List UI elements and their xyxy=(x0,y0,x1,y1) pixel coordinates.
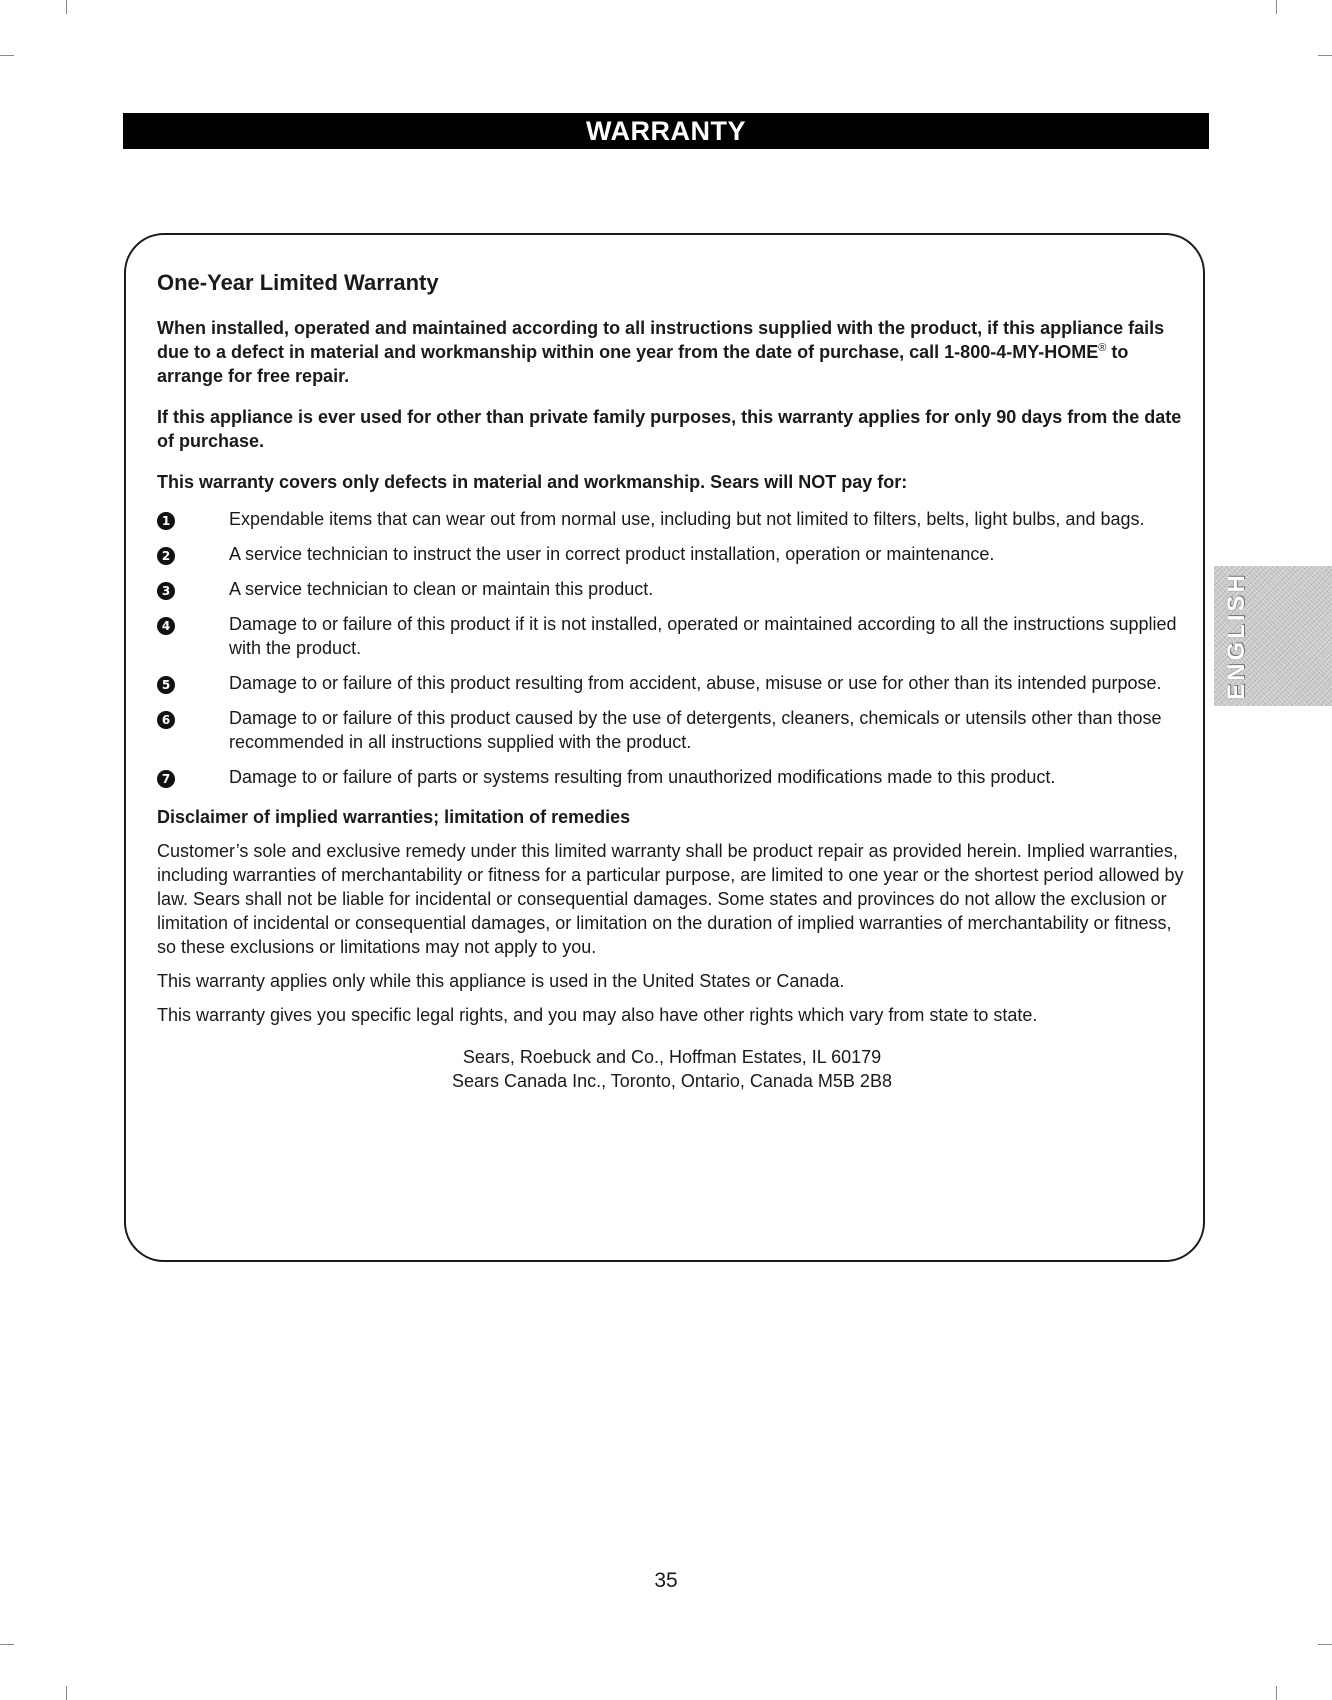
crop-mark-left-bottom xyxy=(0,1644,14,1645)
intro-text-end: to arrange for free repair. xyxy=(157,342,1129,386)
disclaimer-text: Customer’s sole and exclusive remedy under this limited warranty shall be product repair as provided herein. Implied warranties, including warranties of merchantability or fitness for a particular purpose, are limited to one year or the shortest period allowed by law. Sears shall not be liable for incidental or consequential damages. Some states and provinces do not allow the exclusion or limitation of incidental or consequential damages, or limitation on the duration of implied warranties of merchantability or fitness, so these exclusions or limitations may not apply to you. xyxy=(157,841,1184,957)
exclusion-text: Damage to or failure of this product resulting from accident, abuse, misuse or use for other than its intended purpose. xyxy=(229,673,1162,693)
crop-mark-bottom-right xyxy=(1276,1686,1277,1700)
exclusion-item xyxy=(157,507,1187,531)
exclusion-item xyxy=(157,765,1187,789)
crop-mark-right-top xyxy=(1318,55,1332,56)
crop-mark-right-bottom xyxy=(1318,1644,1332,1645)
exclusion-text: Expendable items that can wear out from normal use, including but not limited to filters, belts, light bulbs, and bags. xyxy=(229,509,1145,529)
exclusion-item xyxy=(157,706,1187,754)
number-6-icon: 6 xyxy=(157,711,175,729)
exclusion-text: Damage to or failure of parts or systems resulting from unauthorized modifications made to this product. xyxy=(229,767,1056,787)
warranty-content xyxy=(157,270,1187,1093)
legal-rights-text: This warranty gives you specific legal rights, and you may also have other rights which vary from state to state. xyxy=(157,1005,1038,1025)
crop-mark-left-top xyxy=(0,55,14,56)
exclusion-text: Damage to or failure of this product if it is not installed, operated or maintained according to all the instructions supplied with the product. xyxy=(229,614,1177,658)
address-line-us: Sears, Roebuck and Co., Hoffman Estates, IL 60179 xyxy=(462,1047,882,1067)
exclusion-list xyxy=(157,507,1187,789)
crop-mark-top-left xyxy=(66,0,67,14)
number-5-icon: 5 xyxy=(157,676,175,694)
page-header: WARRANTY xyxy=(123,113,1209,149)
exclusion-text: A service technician to instruct the user in correct product installation, operation or maintenance. xyxy=(229,544,995,564)
exclusion-item xyxy=(157,671,1187,695)
language-tab-label xyxy=(1214,566,1260,706)
number-2-icon: 2 xyxy=(157,547,175,565)
language-tab xyxy=(1214,566,1332,706)
crop-mark-top-right xyxy=(1276,0,1277,14)
number-3-icon: 3 xyxy=(157,582,175,600)
number-1-icon: 1 xyxy=(157,512,175,530)
number-4-icon: 4 xyxy=(157,617,175,635)
coverage-heading: This warranty covers only defects in material and workmanship. Sears will NOT pay for: xyxy=(157,472,908,492)
exclusion-item xyxy=(157,542,1187,566)
exclusion-item xyxy=(157,577,1187,601)
exclusion-text: A service technician to clean or maintain this product. xyxy=(229,579,654,599)
exclusion-item xyxy=(157,612,1187,660)
number-7-icon: 7 xyxy=(157,770,175,788)
registered-mark: ® xyxy=(1098,342,1107,354)
warranty-title: One-Year Limited Warranty xyxy=(157,270,439,295)
sears-address xyxy=(157,1045,1187,1093)
warranty-intro xyxy=(157,316,1187,388)
disclaimer-title: Disclaimer of implied warranties; limitation of remedies xyxy=(157,807,631,827)
language-label: ENGLISH xyxy=(1223,572,1250,700)
crop-mark-bottom-left xyxy=(66,1686,67,1700)
intro-text: When installed, operated and maintained according to all instructions supplied with the product, if this appliance fails due to a defect in material and workmanship within one year from the date of purchase, call 1-800-4-MY-HOME xyxy=(157,318,1165,362)
exclusion-text: Damage to or failure of this product caused by the use of detergents, cleaners, chemicals or utensils other than those recommended in all instructions supplied with the product. xyxy=(229,708,1162,752)
page-number: 35 xyxy=(654,1569,678,1592)
address-line-canada: Sears Canada Inc., Toronto, Ontario, Canada M5B 2B8 xyxy=(452,1071,892,1091)
private-use-notice: If this appliance is ever used for other than private family purposes, this warranty applies for only 90 days from the date of purchase. xyxy=(157,407,1182,451)
territory-text: This warranty applies only while this appliance is used in the United States or Canada. xyxy=(157,971,845,991)
